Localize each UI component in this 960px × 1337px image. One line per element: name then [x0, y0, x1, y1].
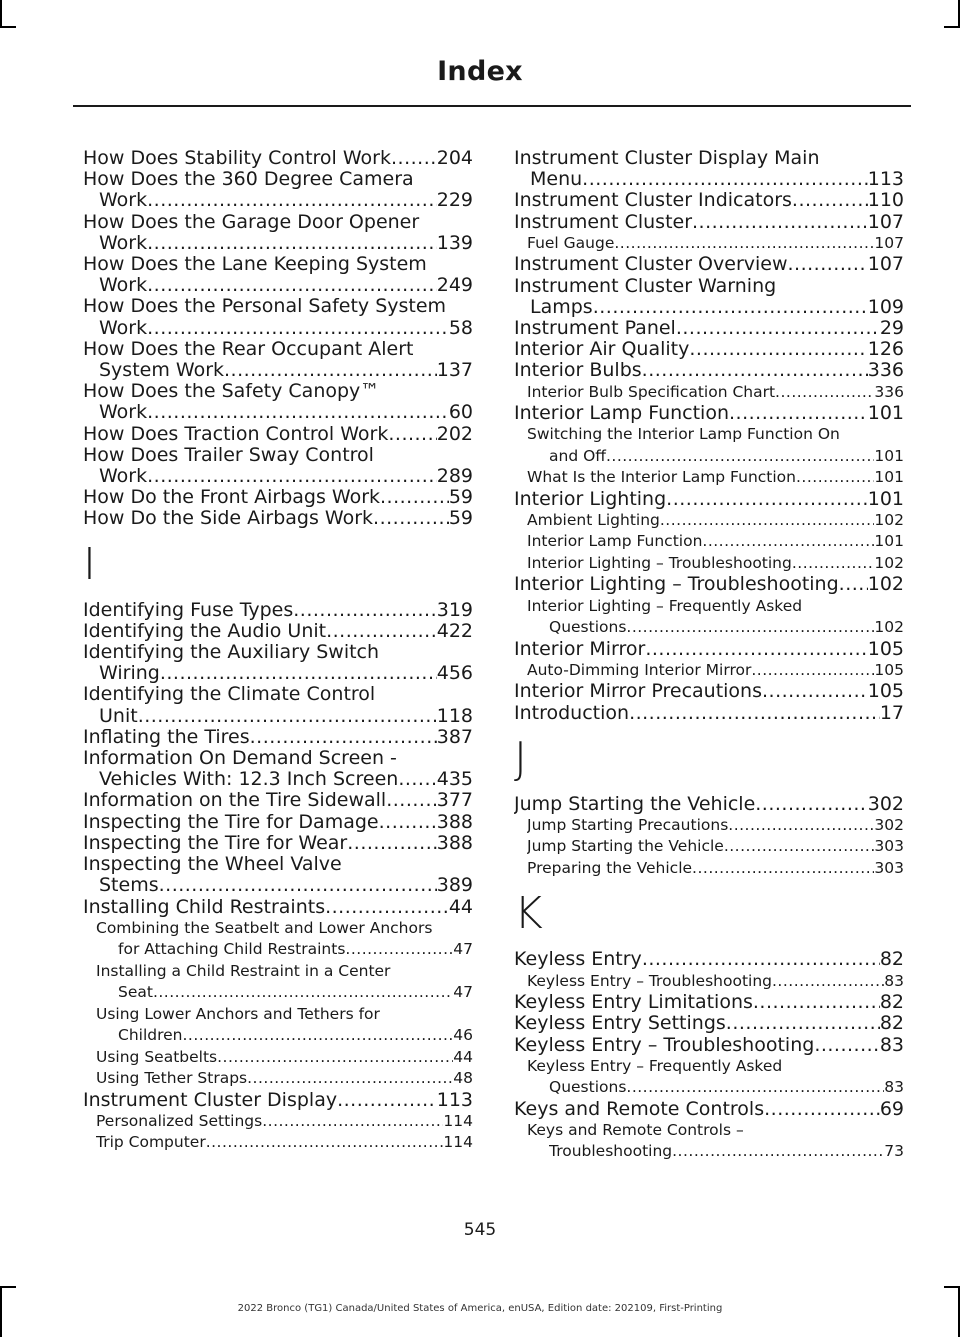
index-entry[interactable]	[514, 403, 904, 424]
entry-label-continuation-text: Questions	[549, 618, 627, 637]
section-letter: K	[514, 888, 543, 940]
entry-label: Identifying the Climate Control	[83, 684, 376, 706]
entry-leader	[527, 858, 874, 880]
index-subentry[interactable]	[527, 424, 904, 467]
entry-leader	[83, 812, 437, 833]
index-subentry[interactable]	[96, 1132, 473, 1154]
entry-label: Instrument Cluster Display Main	[514, 148, 820, 169]
index-entry[interactable]	[514, 254, 904, 275]
entry-leader	[514, 1035, 880, 1056]
entry-page-number[interactable]: 83	[884, 971, 904, 990]
entry-page-number[interactable]: 388	[436, 832, 473, 854]
entry-label: How Does Traction Control Work	[83, 423, 389, 445]
entry-label-continuation-text: System Work	[99, 360, 225, 382]
entry-page-number[interactable]: 47	[453, 983, 473, 1002]
entry-leader	[514, 1013, 880, 1034]
entry-leader	[514, 703, 880, 724]
crop-mark	[944, 26, 960, 28]
entry-leader	[527, 233, 874, 255]
entry-page-number[interactable]: 83	[879, 1034, 904, 1056]
entry-label: Personalized Settings	[96, 1111, 263, 1130]
entry-label: Using Tether Straps	[96, 1069, 248, 1088]
entry-page-number[interactable]: 58	[448, 316, 473, 339]
entry-page-number[interactable]: 101	[867, 488, 904, 510]
entry-page-number[interactable]: 302	[874, 815, 904, 834]
entry-page-number[interactable]: 82	[879, 949, 904, 971]
entry-page-number[interactable]: 303	[874, 837, 904, 856]
entry-page-number[interactable]: 101	[874, 446, 904, 465]
index-entry[interactable]	[83, 897, 473, 918]
entry-label: Keys and Remote Controls –	[527, 1120, 744, 1139]
entry-page-number[interactable]: 336	[874, 382, 904, 401]
entry-label-continuation	[549, 446, 874, 468]
entry-label: Interior Lighting – Troubleshooting	[527, 553, 792, 572]
index-entry[interactable]	[83, 212, 473, 254]
entry-label: How Does the Rear Occupant Alert	[83, 338, 414, 360]
index-subentry[interactable]	[96, 1004, 473, 1047]
entry-label: Jump Starting the Vehicle	[527, 837, 724, 856]
entry-label: How Does the Personal Safety System	[83, 296, 447, 318]
index-entry[interactable]	[514, 992, 904, 1013]
entry-leader	[514, 360, 868, 381]
entry-label: Interior Lighting – Troubleshooting	[514, 574, 839, 596]
entry-label: Interior Mirror Precautions	[514, 681, 763, 703]
entry-label: Identifying the Auxiliary Switch	[83, 642, 380, 664]
entry-label: Jump Starting the Vehicle	[514, 793, 756, 815]
entry-label: Interior Air Quality	[514, 339, 690, 361]
index-subentry[interactable]	[96, 1068, 473, 1090]
index-entry[interactable]	[83, 445, 473, 487]
entry-page-number[interactable]: 118	[436, 704, 473, 727]
index-subentry[interactable]	[527, 510, 904, 532]
header-divider	[73, 105, 911, 107]
entry-label: Installing Child Restraints	[83, 896, 326, 918]
entry-leader	[514, 489, 868, 510]
index-entry[interactable]	[83, 296, 473, 338]
entry-label: Instrument Cluster Warning	[514, 275, 777, 297]
index-subentry[interactable]	[527, 553, 904, 575]
entry-page-number[interactable]: 107	[867, 211, 904, 233]
entry-leader	[527, 660, 874, 682]
entry-leader	[514, 574, 868, 595]
entry-leader	[83, 790, 437, 811]
index-entry[interactable]	[514, 360, 904, 381]
entry-label-continuation	[549, 1077, 884, 1099]
entry-label: Ambient Lighting	[527, 510, 660, 529]
entry-label: Instrument Cluster Display	[83, 1089, 338, 1111]
entry-page-number[interactable]: 456	[436, 662, 473, 685]
entry-page-number[interactable]: 113	[436, 1089, 473, 1111]
entry-page-number[interactable]: 69	[879, 1098, 904, 1120]
index-subentry[interactable]	[527, 815, 904, 837]
entry-page-number[interactable]: 289	[436, 465, 473, 488]
entry-page-number[interactable]: 60	[448, 401, 473, 424]
entry-page-number[interactable]: 101	[874, 532, 904, 551]
entry-leader	[96, 1132, 443, 1154]
entry-label: Introduction	[514, 702, 630, 724]
entry-label: Interior Lighting – Frequently Asked	[527, 596, 803, 615]
index-entry[interactable]	[514, 148, 904, 190]
entry-label-continuation	[118, 982, 453, 1004]
entry-label-continuation-text: Work	[99, 466, 148, 488]
entry-label-continuation-text: Lamps	[530, 296, 593, 318]
entry-page-number[interactable]: 105	[867, 681, 904, 703]
entry-page-number[interactable]: 105	[867, 638, 904, 660]
index-entry[interactable]	[514, 489, 904, 510]
entry-label: Keyless Entry	[514, 949, 642, 971]
entry-label: Keyless Entry Settings	[514, 1013, 726, 1035]
entry-label-continuation-text: Questions	[549, 1078, 627, 1097]
entry-label: Keyless Entry Limitations	[514, 992, 753, 1014]
entry-leader	[96, 1047, 453, 1069]
entry-label: How Does the Garage Door Opener	[83, 211, 420, 233]
index-subentry[interactable]	[527, 1120, 904, 1163]
entry-page-number[interactable]: 47	[453, 940, 473, 959]
entry-label-continuation-text: Children	[118, 1026, 183, 1045]
entry-page-number[interactable]: 17	[879, 702, 904, 724]
entry-page-number[interactable]: 59	[448, 487, 473, 509]
entry-label-continuation-text: Work	[99, 190, 148, 212]
entry-leader	[514, 681, 868, 702]
entry-label-continuation-text: Troubleshooting	[549, 1142, 673, 1161]
index-entry[interactable]	[514, 1035, 904, 1056]
entry-leader	[83, 621, 437, 642]
crop-mark	[0, 0, 2, 28]
entry-label-continuation-text: and Off	[549, 446, 606, 465]
entry-page-number[interactable]: 336	[867, 360, 904, 382]
entry-leader	[514, 403, 868, 424]
entry-label-continuation	[99, 706, 437, 727]
entry-page-number[interactable]: 202	[436, 423, 473, 445]
entry-label: Interior Lighting	[514, 488, 667, 510]
entry-label-continuation-text: Vehicles With: 12.3 Inch Screen	[99, 769, 399, 791]
crop-mark	[944, 1286, 960, 1288]
crop-mark	[0, 26, 16, 28]
entry-label: Trip Computer	[96, 1133, 206, 1152]
entry-label: Inflating the Tires	[83, 726, 250, 748]
entry-label: Information on the Tire Sidewall	[83, 790, 387, 812]
entry-label-continuation	[99, 875, 437, 896]
entry-label: Jump Starting Precautions	[527, 815, 729, 834]
index-entry[interactable]	[83, 790, 473, 811]
entry-label-continuation	[530, 169, 868, 190]
index-subentry[interactable]	[527, 660, 904, 682]
entry-page-number[interactable]: 107	[867, 254, 904, 276]
entry-label: Auto-Dimming Interior Mirror	[527, 660, 752, 679]
entry-label: How Does the Safety Canopy™	[83, 381, 380, 403]
entry-leader	[96, 1111, 443, 1133]
index-entry[interactable]	[514, 212, 904, 233]
entry-label-continuation	[549, 1141, 884, 1163]
index-entry[interactable]	[83, 487, 473, 508]
entry-label-continuation-text: Unit	[99, 705, 138, 727]
crop-mark	[0, 1286, 16, 1288]
index-entry[interactable]	[514, 318, 904, 339]
entry-leader	[83, 424, 437, 445]
entry-page-number[interactable]: 435	[436, 768, 473, 791]
entry-page-number[interactable]: 303	[874, 858, 904, 877]
entry-label: How Do the Side Airbags Work	[83, 508, 374, 530]
entry-page-number[interactable]: 82	[879, 1013, 904, 1035]
entry-label: Inspecting the Tire for Damage	[83, 811, 379, 833]
entry-leader	[83, 508, 449, 529]
entry-page-number[interactable]: 46	[453, 1026, 473, 1045]
index-entry[interactable]	[514, 339, 904, 360]
entry-label-continuation-text: Stems	[99, 875, 159, 897]
index-subentry[interactable]	[527, 233, 904, 255]
index-entry[interactable]	[514, 1099, 904, 1120]
index-entry[interactable]	[83, 600, 473, 621]
entry-leader	[514, 992, 880, 1013]
entry-page-number[interactable]: 422	[436, 620, 473, 642]
index-entry[interactable]	[83, 642, 473, 684]
entry-label-continuation	[549, 617, 874, 639]
entry-page-number[interactable]: 107	[874, 233, 904, 252]
entry-page-number[interactable]: 101	[867, 403, 904, 425]
index-entry[interactable]	[83, 339, 473, 381]
index-subentry[interactable]	[527, 858, 904, 880]
entry-page-number[interactable]: 388	[436, 811, 473, 833]
index-entry[interactable]	[83, 1090, 473, 1111]
entry-label-continuation	[99, 190, 437, 211]
entry-page-number[interactable]: 229	[436, 189, 473, 212]
entry-leader	[83, 727, 437, 748]
index-entry[interactable]	[514, 574, 904, 595]
entry-label: Keyless Entry – Troubleshooting	[514, 1034, 815, 1056]
entry-leader	[527, 815, 874, 837]
index-entry[interactable]	[514, 703, 904, 724]
entry-label: Interior Bulb Specification Chart	[527, 382, 776, 401]
entry-label: Information On Demand Screen -	[83, 748, 397, 770]
entry-label: Inspecting the Wheel Valve	[83, 854, 342, 876]
entry-page-number[interactable]: 102	[874, 553, 904, 572]
entry-page-number[interactable]: 29	[879, 317, 904, 339]
footer-edition-note: 2022 Bronco (TG1) Canada/United States of America, enUSA, Edition date: 202109, First-Printing	[237, 1303, 723, 1314]
index-entry[interactable]	[514, 1013, 904, 1034]
entry-label-continuation-text: Work	[99, 402, 148, 424]
index-entry[interactable]	[83, 748, 473, 790]
index-entry[interactable]	[514, 681, 904, 702]
entry-leader	[514, 254, 868, 275]
index-subentry[interactable]	[96, 918, 473, 961]
page-number: 545	[463, 1220, 497, 1240]
page-title: Index	[437, 56, 523, 87]
entry-page-number[interactable]: 377	[436, 790, 473, 812]
entry-label: Instrument Cluster	[514, 211, 693, 233]
index-entry[interactable]	[514, 639, 904, 660]
entry-page-number[interactable]: 73	[884, 1142, 904, 1161]
entry-label-continuation	[118, 1025, 453, 1047]
section-letter: I	[83, 538, 96, 590]
entry-leader	[527, 971, 884, 993]
entry-label-continuation-text: Work	[99, 317, 148, 339]
entry-page-number[interactable]: 102	[867, 574, 904, 596]
entry-label-continuation	[99, 466, 437, 487]
entry-label: Keys and Remote Controls	[514, 1098, 765, 1120]
entry-label-continuation-text: Work	[99, 275, 148, 297]
entry-label-continuation	[118, 939, 453, 961]
entry-leader	[514, 212, 868, 233]
index-subentry[interactable]	[527, 531, 904, 553]
entry-leader	[83, 897, 449, 918]
entry-page-number[interactable]: 102	[874, 618, 904, 637]
entry-leader	[527, 510, 874, 532]
entry-leader	[514, 639, 868, 660]
entry-page-number[interactable]: 83	[884, 1078, 904, 1097]
entry-label: Using Seatbelts	[96, 1047, 218, 1066]
entry-label: Instrument Cluster Overview	[514, 254, 788, 276]
index-entry[interactable]	[83, 381, 473, 423]
index-entry[interactable]	[83, 621, 473, 642]
index-subentry[interactable]	[527, 382, 904, 404]
entry-label: How Do the Front Airbags Work	[83, 487, 381, 509]
entry-label-continuation	[99, 402, 449, 423]
entry-leader	[514, 1099, 880, 1120]
index-subentry[interactable]	[527, 836, 904, 858]
entry-leader	[527, 836, 874, 858]
entry-page-number[interactable]: 102	[874, 510, 904, 529]
entry-label: Inspecting the Tire for Wear	[83, 832, 348, 854]
entry-page-number[interactable]: 302	[867, 793, 904, 815]
entry-page-number[interactable]: 110	[867, 190, 904, 212]
entry-label-continuation-text: for Attaching Child Restraints	[118, 940, 346, 959]
entry-label: Preparing the Vehicle	[527, 858, 693, 877]
entry-label: Identifying Fuse Types	[83, 599, 294, 621]
entry-page-number[interactable]: 82	[879, 992, 904, 1014]
index-subentry[interactable]	[527, 596, 904, 639]
entry-leader	[83, 833, 437, 854]
entry-label: Switching the Interior Lamp Function On	[527, 425, 840, 444]
entry-page-number[interactable]: 44	[448, 896, 473, 918]
entry-page-number[interactable]: 59	[448, 508, 473, 530]
entry-label: Keyless Entry – Troubleshooting	[527, 971, 772, 990]
entry-leader	[514, 190, 868, 211]
entry-label: Interior Bulbs	[514, 360, 642, 382]
entry-label: Keyless Entry – Frequently Asked	[527, 1056, 783, 1075]
entry-label: Using Lower Anchors and Tethers for	[96, 1004, 380, 1023]
entry-label: Fuel Gauge	[527, 233, 615, 252]
index-subentry[interactable]	[96, 1111, 473, 1133]
entry-page-number[interactable]: 48	[453, 1069, 473, 1088]
entry-leader	[527, 467, 874, 489]
entry-label: Interior Lamp Function	[527, 532, 703, 551]
entry-label: Identifying the Audio Unit	[83, 620, 327, 642]
entry-label-continuation-text: Menu	[530, 169, 583, 191]
entry-page-number[interactable]: 319	[436, 599, 473, 621]
entry-label: How Does Trailer Sway Control	[83, 444, 374, 466]
entry-label: Interior Lamp Function	[514, 403, 730, 425]
entry-label-continuation	[99, 769, 437, 790]
entry-label: Instrument Cluster Indicators	[514, 190, 792, 212]
index-entry[interactable]	[514, 949, 904, 970]
entry-page-number[interactable]: 389	[436, 874, 473, 897]
entry-page-number[interactable]: 387	[436, 726, 473, 748]
entry-leader	[514, 949, 880, 970]
index-subentry[interactable]	[96, 1047, 473, 1069]
entry-label-continuation	[530, 297, 868, 318]
index-subentry[interactable]	[527, 467, 904, 489]
index-column-left	[83, 148, 473, 1154]
entry-page-number[interactable]: 44	[453, 1047, 473, 1066]
entry-leader	[83, 600, 437, 621]
entry-label-continuation	[99, 360, 437, 381]
entry-label: How Does Stability Control Work	[83, 148, 391, 169]
index-subentry[interactable]	[527, 971, 904, 993]
index-entry[interactable]	[514, 276, 904, 318]
entry-label: Installing a Child Restraint in a Center	[96, 961, 391, 980]
entry-label: What Is the Interior Lamp Function	[527, 468, 796, 487]
index-entry[interactable]	[83, 812, 473, 833]
index-entry[interactable]	[514, 794, 904, 815]
index-entry[interactable]	[83, 684, 473, 726]
entry-leader	[83, 1090, 437, 1111]
entry-page-number[interactable]: 126	[867, 339, 904, 361]
entry-leader	[96, 1068, 453, 1090]
index-entry[interactable]	[83, 148, 473, 169]
index-entry[interactable]	[83, 254, 473, 296]
entry-label: How Does the Lane Keeping System	[83, 254, 427, 276]
entry-label-continuation-text: Work	[99, 232, 148, 254]
entry-label-continuation	[99, 663, 437, 684]
entry-label-continuation	[99, 318, 449, 339]
index-entry[interactable]	[83, 424, 473, 445]
entry-leader	[514, 794, 868, 815]
entry-leader	[514, 318, 880, 339]
entry-page-number[interactable]: 139	[436, 231, 473, 254]
section-letter: J	[514, 732, 527, 784]
index-entry[interactable]	[83, 727, 473, 748]
entry-label: Instrument Panel	[514, 317, 676, 339]
entry-page-number[interactable]: 249	[436, 274, 473, 297]
entry-leader	[527, 531, 874, 553]
entry-label-continuation-text: Seat	[118, 983, 153, 1002]
entry-leader	[83, 487, 449, 508]
index-subentry[interactable]	[527, 1056, 904, 1099]
index-entry[interactable]	[83, 833, 473, 854]
entry-label-continuation	[99, 275, 437, 296]
entry-leader	[527, 382, 874, 404]
entry-page-number[interactable]: 137	[436, 359, 473, 382]
entry-label: Combining the Seatbelt and Lower Anchors	[96, 918, 433, 937]
entry-page-number[interactable]: 113	[867, 168, 904, 191]
index-subentry[interactable]	[96, 961, 473, 1004]
entry-label-continuation-text: Wiring	[99, 663, 160, 685]
entry-page-number[interactable]: 109	[867, 295, 904, 318]
entry-page-number[interactable]: 114	[443, 1111, 473, 1130]
index-entry[interactable]	[83, 508, 473, 529]
entry-leader	[514, 339, 868, 360]
entry-label-continuation	[99, 233, 437, 254]
index-column-right	[514, 148, 904, 1163]
entry-page-number[interactable]: 105	[874, 660, 904, 679]
entry-page-number[interactable]: 204	[436, 148, 473, 169]
index-entry[interactable]	[83, 854, 473, 896]
entry-leader	[83, 148, 437, 169]
index-entry[interactable]	[514, 190, 904, 211]
entry-page-number[interactable]: 101	[874, 468, 904, 487]
entry-leader	[527, 553, 874, 575]
entry-page-number[interactable]: 114	[443, 1133, 473, 1152]
entry-label: Interior Mirror	[514, 638, 646, 660]
entry-label: How Does the 360 Degree Camera	[83, 169, 414, 191]
index-entry[interactable]	[83, 169, 473, 211]
